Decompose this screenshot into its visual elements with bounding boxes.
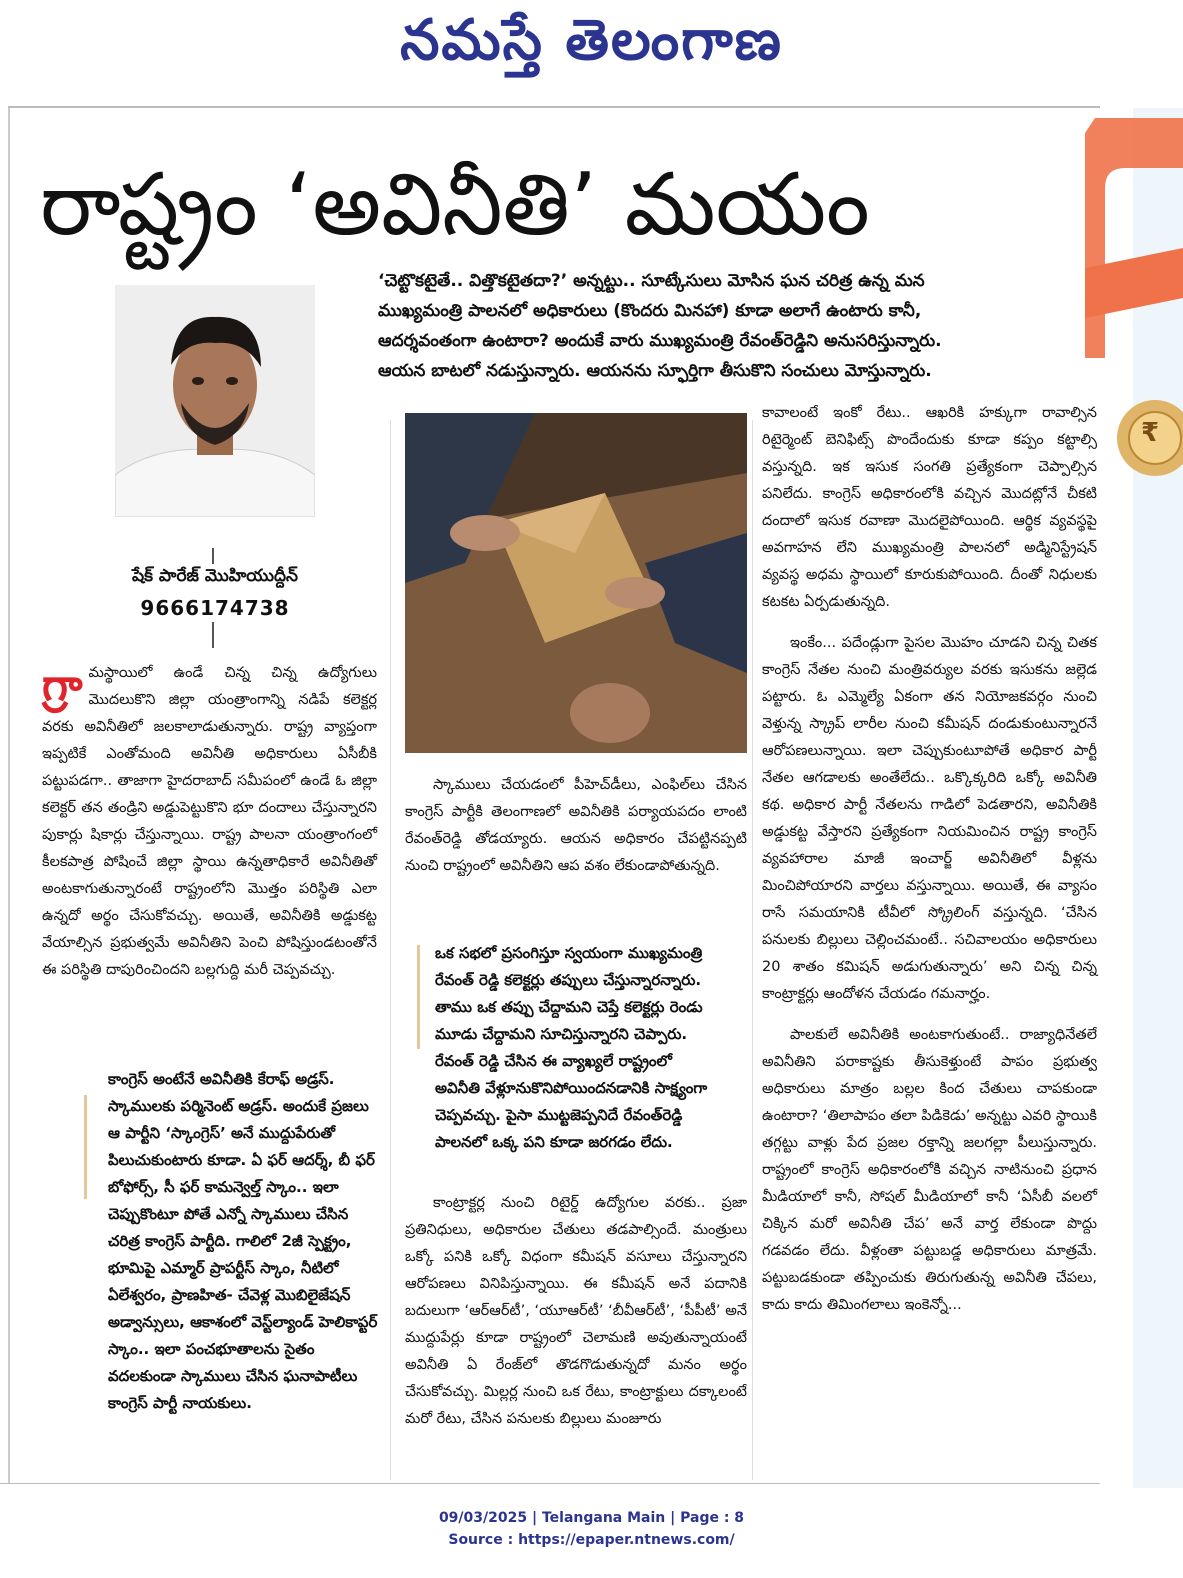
byline-divider <box>212 622 214 648</box>
author-photo <box>115 285 315 517</box>
column-divider <box>752 420 753 1480</box>
masthead-title: నమస్తే తెలంగాణ <box>400 8 783 73</box>
column-3-paragraph-2: ఇంకేం... పదేండ్లుగా పైసల మొహం చూడని చిన్న చితక కాంగ్రెస్ నేతల నుంచి మంత్రివర్యుల వరకు ఇసుకను జల్లెడ పట్టారు. ఓ ఎమ్మెల్యే ఏకంగా తన నియోజకవర్గం నుంచి వెళ్తున్న స్క్రాప్ లారీల నుంచి కమీషన్ దండుకుంటున్నారనే ఆరోపణలున్నాయి. ఇలా చెప్పుకుంటూపోతే అధికార పార్టీ నేతల ఆగడాలకు అంతేలేదు.. ఒక్కొక్కరిది ఒక్కో అవినీతి కథ. అధికార పార్టీ నేతలను గాడిలో పెడతారని, అవినీతికి అడ్డుకట్ట వేస్తారని ప్రత్యేకంగా నియమించిన రాష్ట్ర కాంగ్రెస్ వ్యవహారాల మాజీ ఇంచార్జ్ అవినీతిలో వీళ్లను మించిపోయారని వార్తలు వస్తున్నాయి. అయితే, ఈ వ్యాసం రాసే సమయానికి టీవీలో స్క్రోలింగ్ వస్తున్నది. ‘చేసిన పనులకు బిల్లులు చెల్లించమంటే.. సచివాలయం అధికారులు 20 శాతం కమిషన్ అడుగుతున్నారు’ అని చిన్న చిన్న కాంట్రాక్టర్లు ఆందోళన చేయడం గమనార్హం. <box>762 635 1097 1002</box>
pullquote-bar <box>417 945 420 1049</box>
article-column-3 <box>762 400 1097 1333</box>
pullquote-bar <box>84 1095 87 1199</box>
pullquote-2: ఒక సభలో ప్రసంగిస్తూ స్వయంగా ముఖ్యమంత్రి రేవంత్ రెడ్డి కలెక్టర్లు తప్పులు చేస్తున్నారన్నారు. తాము ఒక తప్పు చేద్దామని చెప్తే కలెక్టర్లు రెండు మూడు చేద్దామని సూచిస్తున్నారని చెప్పారు. రేవంత్ రెడ్డి చేసిన ఈ వ్యాఖ్యలే రాష్ట్రంలో అవినీతి వేళ్లూనుకొనిపోయిందనడానికి సాక్ష్యంగా చెప్పవచ్చు. పైసా ముట్టజెప్పనిదే రేవంత్‌రెడ్డి పాలనలో ఒక్క పని కూడా జరగడం లేదు. <box>435 944 708 1151</box>
column-3-paragraph-3: పాలకులే అవినీతికి అంటకాగుతుంటే.. రాజ్యాధినేతలే అవినీతిని పరాకాష్టకు తీసుకెళ్తుంటే పాపం ప్రభుత్వ అధికారులు మాత్రం బల్లల కింద చేతులు చాపకుండా ఉంటారా? ‘తిలాపాపం తలా పిడికెడు’ అన్నట్టు ఎవరి స్థాయికి తగ్గట్టు వాళ్లు పేద ప్రజల రక్తాన్ని జలగల్లా పీలుస్తున్నారు. రాష్ట్రంలో కాంగ్రెస్ అధికారంలోకి వచ్చిన నాటినుంచి ప్రధాన మీడియాలో కానీ, సోషల్ మీడియాలో కానీ ‘ఏసీబీ వలలో చిక్కిన మరో అవినీతి చేప’ అనే వార్త లేకుండా పొద్దు గడవడం లేదు. వీళ్లంతా పట్టుబడ్డ అధికారులు మాత్రమే. పట్టుబడకుండా తప్పించుకు తిరుగుతున్న అవినీతి చేపలు, కాదు కాదు తిమింగలాలు ఇంకెన్నో... <box>762 1027 1097 1313</box>
rupee-icon: ₹ <box>1141 418 1160 448</box>
column-divider <box>390 420 391 1480</box>
pullquote-1: కాంగ్రెస్ అంటేనే అవినీతికి కేరాఫ్ అడ్రస్. స్కాములకు పర్మినెంట్ అడ్రస్. అందుకే ప్రజలు ఆ పార్టీని ‘స్కాంగ్రెస్’ అనే ముద్దుపేరుతో పిలుచుకుంటారు కూడా. ఏ ఫర్ ఆదర్శ్, బీ ఫర్ బోఫోర్స్, సీ ఫర్ కామన్వెల్త్ స్కాం.. ఇలా చెప్పుకొంటూ పోతే ఎన్నో స్కాములు చేసిన చరిత్ర కాంగ్రెస్ పార్టీది. గాలిలో 2జీ స్పెక్ట్రం, భూమిపై ఎమ్మార్ ప్రాపర్టీస్ స్కాం, నీటిలో ఏలేశ్వరం, ప్రాణహిత- చేవెళ్ల మొబిలైజేషన్ అడ్వాన్సులు, ఆకాశంలో వెస్ట్‌ల్యాండ్ హెలికాప్టర్ స్కాం.. ఇలా పంచభూతాలను సైతం వదలకుండా స్కాములు చేసిన ఘనాపాటీలు కాంగ్రెస్ పార్టీ నాయకులు. <box>108 1070 378 1412</box>
dropcap: గ్రా <box>42 660 83 711</box>
article-column-1 <box>42 660 377 984</box>
top-rule <box>8 106 1100 108</box>
deck-line: ముఖ్యమంత్రి పాలనలో అధికారులు (కొందరు మినహా) కూడా అలాగే ఉంటారు కానీ, <box>378 301 922 321</box>
column-2-paragraph-2: కాంట్రాక్టర్ల నుంచి రిటైర్డ్ ఉద్యోగుల వరకు.. ప్రజా ప్రతినిధులు, అధికారుల చేతులు తడపాల్సిందే. మంత్రులు ఒక్కో పనికి ఒక్కో విధంగా కమీషన్ వసూలు చేస్తున్నారని ఆరోపణలు వినిపిస్తున్నాయి. ఈ కమీషన్ అనే పదానికి బదులుగా ‘ఆర్ఆర్‌టీ’, ‘యూఆర్‌టీ’ ‘బీవీఆర్‌టీ’, ‘పీపీటీ’ అనే ముద్దుపేర్లు కూడా రాష్ట్రంలో చెలామణి అవుతున్నాయంటే అవినీతి ఏ రేంజ్‌లో తొడగొడుతున్నదో మనం అర్థం చేసుకోవచ్చు. మిల్లర్ల నుంచి ఒక రేటు, కాంట్రాక్టులు దక్కాలంటే మరో రేటు, చేసిన పనులకు బిల్లులు మంజూరు <box>405 1195 747 1427</box>
author-phone: 9666174738 <box>140 596 290 620</box>
deck <box>378 266 1068 386</box>
deck-line: ఆయన బాటలో నడుస్తున్నారు. ఆయనను స్ఫూర్తిగా తీసుకొని సంచులు మోస్తున్నారు. <box>378 361 932 381</box>
deck-line: ‘చెట్టొకటైతే.. విత్తొకటైతదా?’ అన్నట్టు.. సూట్కేసులు మోసిన ఘన చరిత్ర ఉన్న మన <box>378 271 925 291</box>
column-2-paragraph-1: స్కాములు చేయడంలో పీహెచ్‌డీలు, ఎంఫిల్‌లు చేసిన కాంగ్రెస్ పార్టీకి తెలంగాణలో అవినీతికి పర్యాయపదం లాంటి రేవంత్‌రెడ్డి తోడయ్యారు. ఆయన అధికారం చేపట్టినప్పటి నుంచి రాష్ట్రంలో అవినీతిని ఆప వశం లేకుండాపోతున్నది. <box>405 777 747 874</box>
column-1-lead-text: మస్థాయిలో ఉండే చిన్న చిన్న ఉద్యోగులు మొదలుకొని జిల్లా యంత్రాంగాన్ని నడిపే కలెక్టర్ల వరకు అవినీతిలో జలకాలాడుతున్నారు. రాష్ట్ర వ్యాప్తంగా ఇప్పటికే ఎంతోమంది అవినీతి అధికారులు ఏసీబీకి పట్టుపడగా.. తాజాగా హైదరాబాద్ సమీపంలో ఉండే ఓ జిల్లా కలెక్టర్ తన తండ్రిని అడ్డుపెట్టుకొని భూ దందాలు చేస్తున్నారని పుకార్లు షికార్లు చేస్తున్నాయి. రాష్ట్ర పాలనా యంత్రాంగంలో కీలకపాత్ర పోషించే జిల్లా స్థాయి ఉన్నతాధికారే అవినీతితో అంటకాగుతున్నారంటే రాష్ట్రంలోని మొత్తం పరిస్థితి ఎలా ఉన్నదో అర్థం చేసుకోవచ్చు. అయితే, అవినీతికి అడ్డుకట్ట వేయాల్సిన ప్రభుత్వమే అవినీతిని పెంచి పోషిస్తుండటంతోనే ఈ పరిస్థితి దాపురించిందని బల్లగుద్ది మరీ చెప్పవచ్చు. <box>42 665 377 978</box>
footer-source: Source : https://epaper.ntnews.com/ <box>448 1532 735 1548</box>
left-rule <box>8 108 10 1483</box>
footer-edition: 09/03/2025 | Telangana Main | Page : 8 <box>438 1510 745 1526</box>
article-column-2b <box>405 1190 747 1447</box>
headline: రాష్ట్రం ‘అవినీతి’ మయం <box>40 155 870 255</box>
footer-rule <box>0 1483 1100 1484</box>
byline-divider <box>212 548 214 564</box>
ad-graphic <box>1085 108 1183 1488</box>
article-column-2 <box>405 772 747 894</box>
envelope-photo <box>405 413 747 753</box>
author-name: షేక్ పారేజ్ మొహియుద్దీన్ <box>132 566 298 586</box>
column-3-paragraph-1: కావాలంటే ఇంకో రేటు.. ఆఖరికి హక్కుగా రావాల్సిన రిటైర్మెంట్ బెనిఫిట్స్ పొందేందుకు కూడా కప్పం కట్టాల్సి వస్తున్నది. ఇక ఇసుక సంగతి ప్రత్యేకంగా చెప్పాల్సిన పనిలేదు. కాంగ్రెస్ అధికారంలోకి వచ్చిన మొదట్లోనే చీకటి దందాలో ఇసుక రవాణా మొదలైపోయింది. ఆర్థిక వ్యవస్థపై అవగాహన లేని ముఖ్యమంత్రి పాలనలో అడ్మినిస్ట్రేషన్ వ్యవస్థ అధమ స్థాయిలో కూరుకుపోయింది. దీంతో నిధులకు కటకట ఏర్పడుతున్నది. <box>762 405 1097 610</box>
masthead <box>0 0 1183 105</box>
side-advertisement <box>1085 108 1183 1488</box>
deck-line: ఆదర్శవంతంగా ఉంటారా? అందుకే వారు ముఖ్యమంత్రి రేవంత్‌రెడ్డిని అనుసరిస్తున్నారు. <box>378 331 942 351</box>
